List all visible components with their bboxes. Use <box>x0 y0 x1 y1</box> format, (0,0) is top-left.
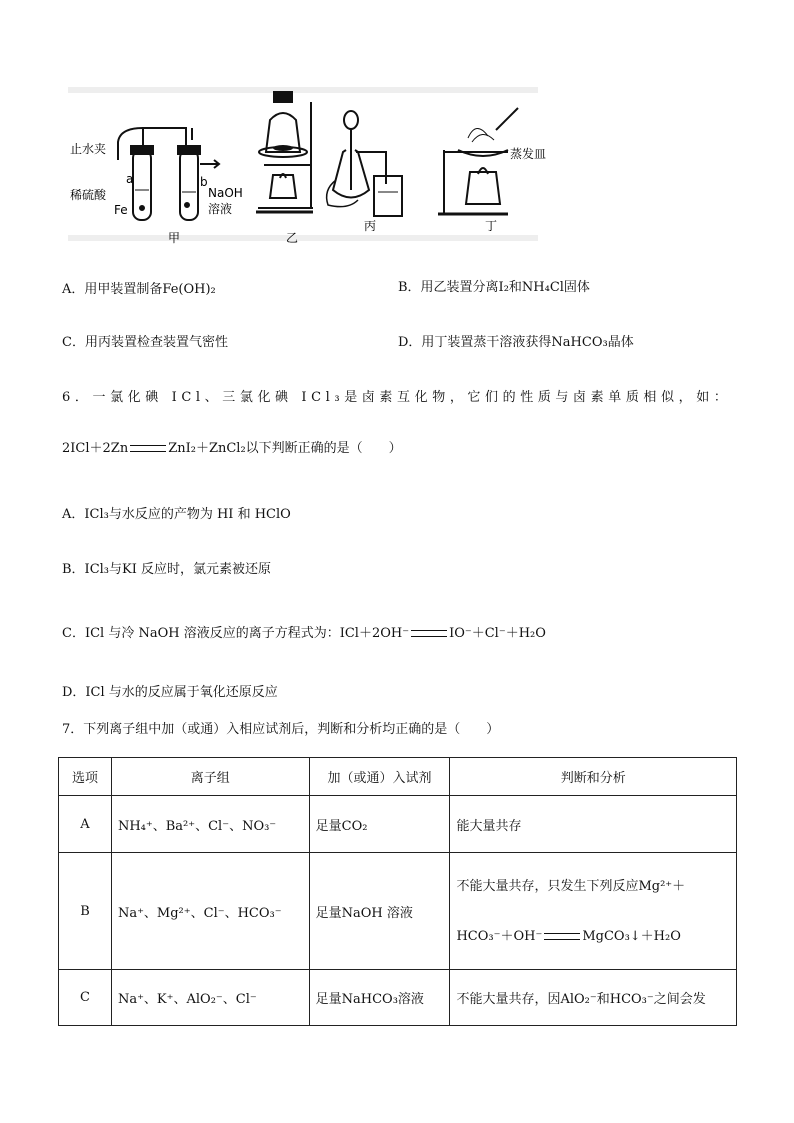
q6-option-c <box>62 625 546 643</box>
q6-option-c-right: IO⁻＋Cl⁻＋H₂O <box>449 626 546 641</box>
q5-option-d: D．用丁装置蒸干溶液获得NaHCO₃晶体 <box>398 335 634 350</box>
caption-ding: 丁 <box>485 219 498 233</box>
row-c-ions: Na⁺、K⁺、AlO₂⁻、Cl⁻ <box>111 970 309 1026</box>
caption-jia: 甲 <box>168 231 181 245</box>
row-a-analysis: 能大量共存 <box>450 796 737 853</box>
equals-sign <box>544 933 580 940</box>
row-b-analysis-line2 <box>456 913 730 961</box>
q6-option-c-left: C．ICl 与冷 NaOH 溶液反应的离子方程式为：ICl＋2OH⁻ <box>62 626 410 641</box>
dish-label: 蒸发皿 <box>510 147 547 161</box>
fe-label: Fe <box>114 203 128 217</box>
q6-option-a: A．ICl₃与水反应的产物为 HI 和 HClO <box>62 507 291 522</box>
row-a-reagent: 足量CO₂ <box>309 796 450 853</box>
a-label: a <box>126 172 134 186</box>
row-b-analysis-right: MgCO₃↓＋H₂O <box>582 929 681 944</box>
table-row <box>59 970 737 1026</box>
row-c-option: C <box>59 970 112 1026</box>
solution-label: 溶液 <box>208 202 233 216</box>
q6-option-d: D．ICl 与水的反应属于氧化还原反应 <box>62 685 278 700</box>
clamp-label: 止水夹 <box>70 142 107 156</box>
row-b-analysis-line1: 不能大量共存，只发生下列反应Mg²⁺＋ <box>456 879 686 894</box>
row-b-reagent: 足量NaOH 溶液 <box>309 853 450 970</box>
q6-stem: 6．一氯化碘 ICl、三氯化碘 ICl₃是卤素互化物，它们的性质与卤素单质相似，如： <box>62 390 732 405</box>
row-b-analysis <box>450 853 737 970</box>
q6-option-b: B．ICl₃与KI 反应时，氯元素被还原 <box>62 562 271 577</box>
equals-sign <box>130 445 166 452</box>
q7-stem: 7．下列离子组中加（或通）入相应试剂后，判断和分析均正确的是（ ） <box>62 722 500 737</box>
caption-bing: 丙 <box>364 219 377 233</box>
row-a-option: A <box>59 796 112 853</box>
apparatus-figure <box>58 80 550 248</box>
caption-yi: 乙 <box>286 231 299 245</box>
q5-option-b: B．用乙装置分离I₂和NH₄Cl固体 <box>398 280 590 295</box>
row-a-ions: NH₄⁺、Ba²⁺、Cl⁻、NO₃⁻ <box>111 796 309 853</box>
header-ions: 离子组 <box>111 758 309 796</box>
row-b-option: B <box>59 853 112 970</box>
acid-label: 稀硫酸 <box>70 188 107 202</box>
row-c-reagent: 足量NaHCO₃溶液 <box>309 970 450 1026</box>
table-row <box>59 796 737 853</box>
q5-option-a: A．用甲装置制备Fe(OH)₂ <box>62 282 216 297</box>
q6-equation <box>62 440 402 458</box>
q7-table <box>58 757 737 1026</box>
table-row <box>59 853 737 970</box>
table-header-row <box>59 758 737 796</box>
header-analysis: 判断和分析 <box>450 758 737 796</box>
q6-equation-left: 2ICl＋2Zn <box>62 441 129 456</box>
equals-sign <box>411 630 447 637</box>
row-b-analysis-left: HCO₃⁻＋OH⁻ <box>456 929 543 944</box>
b-label: b <box>200 175 208 189</box>
q5-option-c: C．用丙装置检查装置气密性 <box>62 335 228 350</box>
naoh-label: NaOH <box>208 186 243 200</box>
header-option: 选项 <box>59 758 112 796</box>
q6-equation-right: ZnI₂＋ZnCl₂以下判断正确的是（ ） <box>168 441 402 456</box>
row-c-analysis: 不能大量共存，因AlO₂⁻和HCO₃⁻之间会发 <box>450 970 737 1026</box>
row-b-ions: Na⁺、Mg²⁺、Cl⁻、HCO₃⁻ <box>111 853 309 970</box>
header-reagent: 加（或通）入试剂 <box>309 758 450 796</box>
